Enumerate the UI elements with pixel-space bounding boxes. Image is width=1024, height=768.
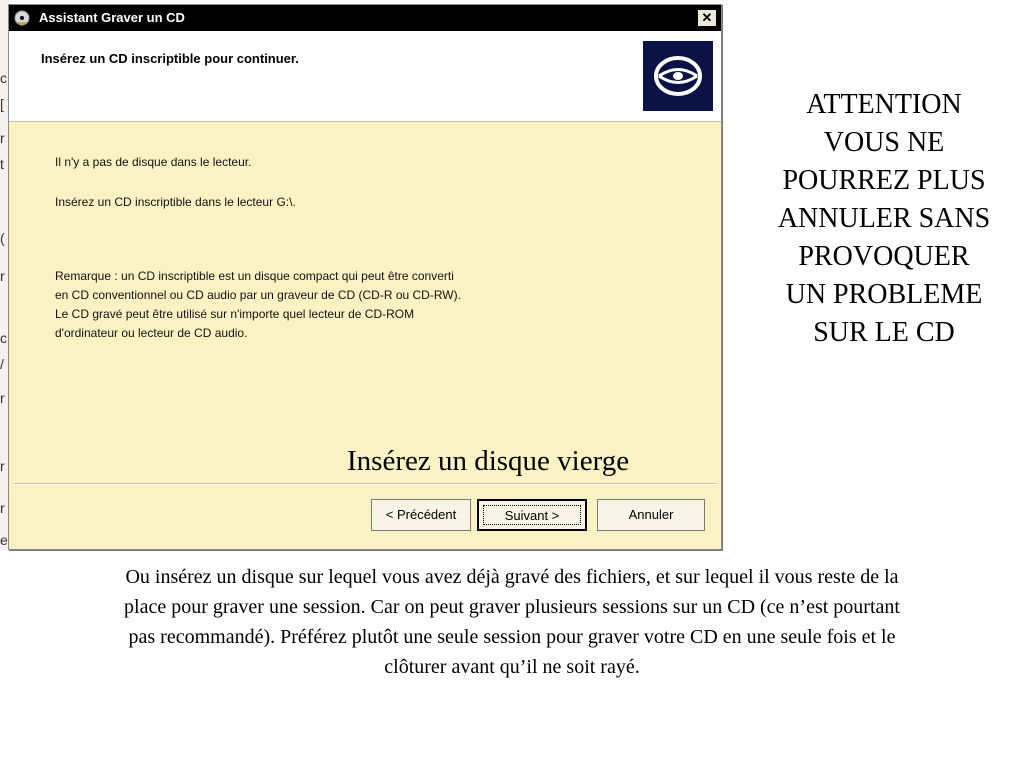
title-bar[interactable] xyxy=(9,5,721,31)
warning-line: SUR LE CD xyxy=(813,317,955,348)
next-button-label: Suivant > xyxy=(483,505,581,525)
explanation-line: Ou insérez un disque sur lequel vous avez déjà gravé des fichiers, et sur lequel il vous reste de la xyxy=(125,566,899,588)
warning-line: VOUS NE xyxy=(823,127,945,158)
explanation-paragraph xyxy=(8,562,1016,682)
cancel-button[interactable]: Annuler xyxy=(597,499,705,531)
warning-line: ATTENTION xyxy=(806,89,962,120)
window-title: Assistant Graver un CD xyxy=(39,10,185,25)
remark-text xyxy=(55,267,461,343)
burn-cd-wizard-dialog xyxy=(8,4,722,550)
warning-text xyxy=(748,86,1020,352)
insert-cd-message: Insérez un CD inscriptible dans le lecteur G:\. xyxy=(55,195,296,209)
wizard-header xyxy=(9,31,721,122)
background-window-edge: c [ r t ( r c / r r r e xyxy=(0,0,10,550)
no-disc-message: Il n'y a pas de disque dans le lecteur. xyxy=(55,155,252,169)
explanation-line: clôturer avant qu’il ne soit rayé. xyxy=(384,656,640,678)
remark-line: Remarque : un CD inscriptible est un disque compact qui peut être converti xyxy=(55,269,454,283)
cd-burner-icon xyxy=(643,41,713,111)
warning-line: POURREZ PLUS xyxy=(782,165,986,196)
next-button[interactable] xyxy=(477,499,587,531)
header-title: Insérez un CD inscriptible pour continuer. xyxy=(41,51,299,66)
warning-line: PROVOQUER xyxy=(798,241,970,272)
warning-line: ANNULER SANS xyxy=(777,203,991,234)
explanation-line: place pour graver une session. Car on peut graver plusieurs sessions sur un CD (ce n’est pourtant xyxy=(124,596,900,618)
previous-button[interactable]: < Précédent xyxy=(371,499,471,531)
remark-line: Le CD gravé peut être utilisé sur n'importe quel lecteur de CD-ROM xyxy=(55,307,415,321)
remark-line: d'ordinateur ou lecteur de CD audio. xyxy=(55,326,248,340)
button-divider xyxy=(13,483,717,485)
warning-line: UN PROBLEME xyxy=(785,279,983,310)
remark-line: en CD conventionnel ou CD audio par un graveur de CD (CD-R ou CD-RW). xyxy=(55,288,461,302)
insert-blank-disc-caption: Insérez un disque vierge xyxy=(347,445,630,477)
close-button[interactable]: ✕ xyxy=(697,9,717,27)
explanation-line: pas recommandé). Préférez plutôt une seule session pour graver votre CD en une seule fois et le xyxy=(128,626,896,648)
cd-wizard-icon xyxy=(13,9,31,27)
